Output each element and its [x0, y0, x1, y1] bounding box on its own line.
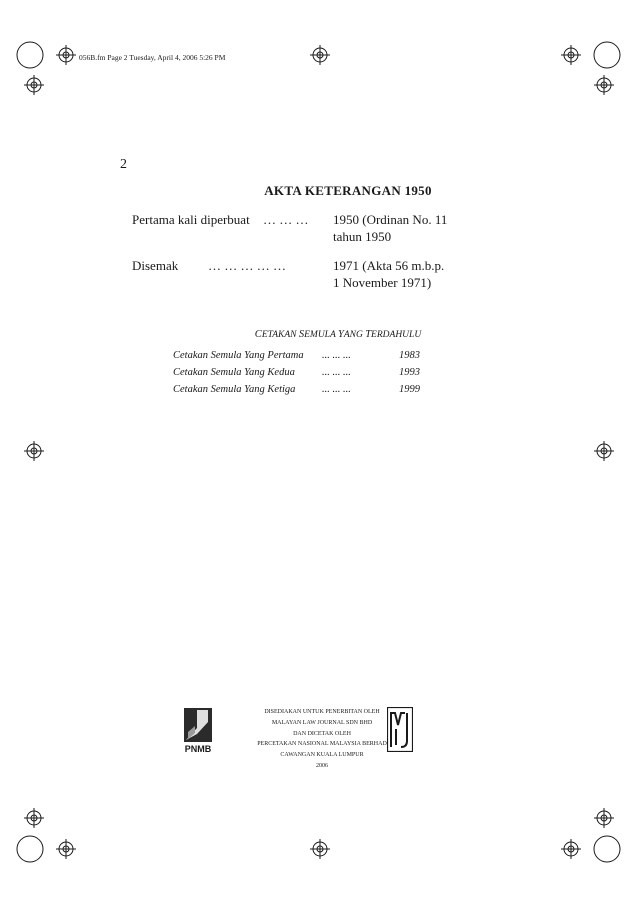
crop-mark-top-right	[561, 42, 620, 95]
revised-leader: … … … … …	[208, 258, 286, 273]
imprint-line: 2006	[316, 762, 328, 769]
previous-reprints-heading: CETAKAN SEMULA YANG TERDAHULU	[254, 329, 422, 340]
reprint-row-label: Cetakan Semula Yang Ketiga	[173, 384, 296, 395]
crop-mark-middle-left	[24, 441, 44, 461]
reprint-row-leader: ... ... ...	[322, 384, 351, 395]
mlj-logo	[387, 707, 413, 752]
crop-mark-bottom-right	[561, 808, 620, 862]
crop-mark-middle-right	[594, 441, 614, 461]
print-slug: 056B.fm Page 2 Tuesday, April 4, 2006 5:26 PM	[79, 53, 226, 62]
first-enacted-leader: … … …	[263, 212, 309, 227]
imprint-line: DAN DICETAK OLEH	[293, 730, 351, 737]
reprint-row-year: 1983	[399, 350, 420, 361]
reprint-row-label: Cetakan Semula Yang Pertama	[173, 350, 304, 361]
act-title: AKTA KETERANGAN 1950	[264, 183, 432, 198]
revised-value-cont: 1 November 1971)	[333, 275, 432, 290]
crop-mark-top-center	[310, 45, 330, 65]
reprint-row-leader: ... ... ...	[322, 350, 351, 361]
reprint-row-label: Cetakan Semula Yang Kedua	[173, 367, 295, 378]
first-enacted-value-cont: tahun 1950	[333, 229, 392, 244]
crop-mark-top-left	[17, 42, 76, 95]
revised-label: Disemak	[132, 258, 179, 273]
svg-text:PNMB: PNMB	[184, 744, 212, 754]
first-enacted-label: Pertama kali diperbuat	[132, 212, 250, 227]
reprint-row-leader: ... ... ...	[322, 367, 351, 378]
crop-mark-bottom-center	[310, 839, 330, 859]
reprint-row-year: 1999	[399, 384, 420, 395]
crop-mark-bottom-left	[17, 808, 76, 862]
imprint-line: CAWANGAN KUALA LUMPUR	[280, 752, 364, 759]
page-number: 2	[120, 157, 127, 172]
imprint-line: PERCETAKAN NASIONAL MALAYSIA BERHAD	[257, 741, 387, 748]
printer-imprint	[0, 707, 638, 772]
revised-value: 1971 (Akta 56 m.b.p.	[333, 258, 445, 273]
imprint-line: DISEDIAKAN UNTUK PENERBITAN OLEH	[264, 709, 380, 715]
first-enacted-value: 1950 (Ordinan No. 11	[333, 212, 448, 227]
reprint-row-year: 1993	[399, 367, 420, 378]
imprint-line: MALAYAN LAW JOURNAL SDN BHD	[271, 719, 373, 726]
